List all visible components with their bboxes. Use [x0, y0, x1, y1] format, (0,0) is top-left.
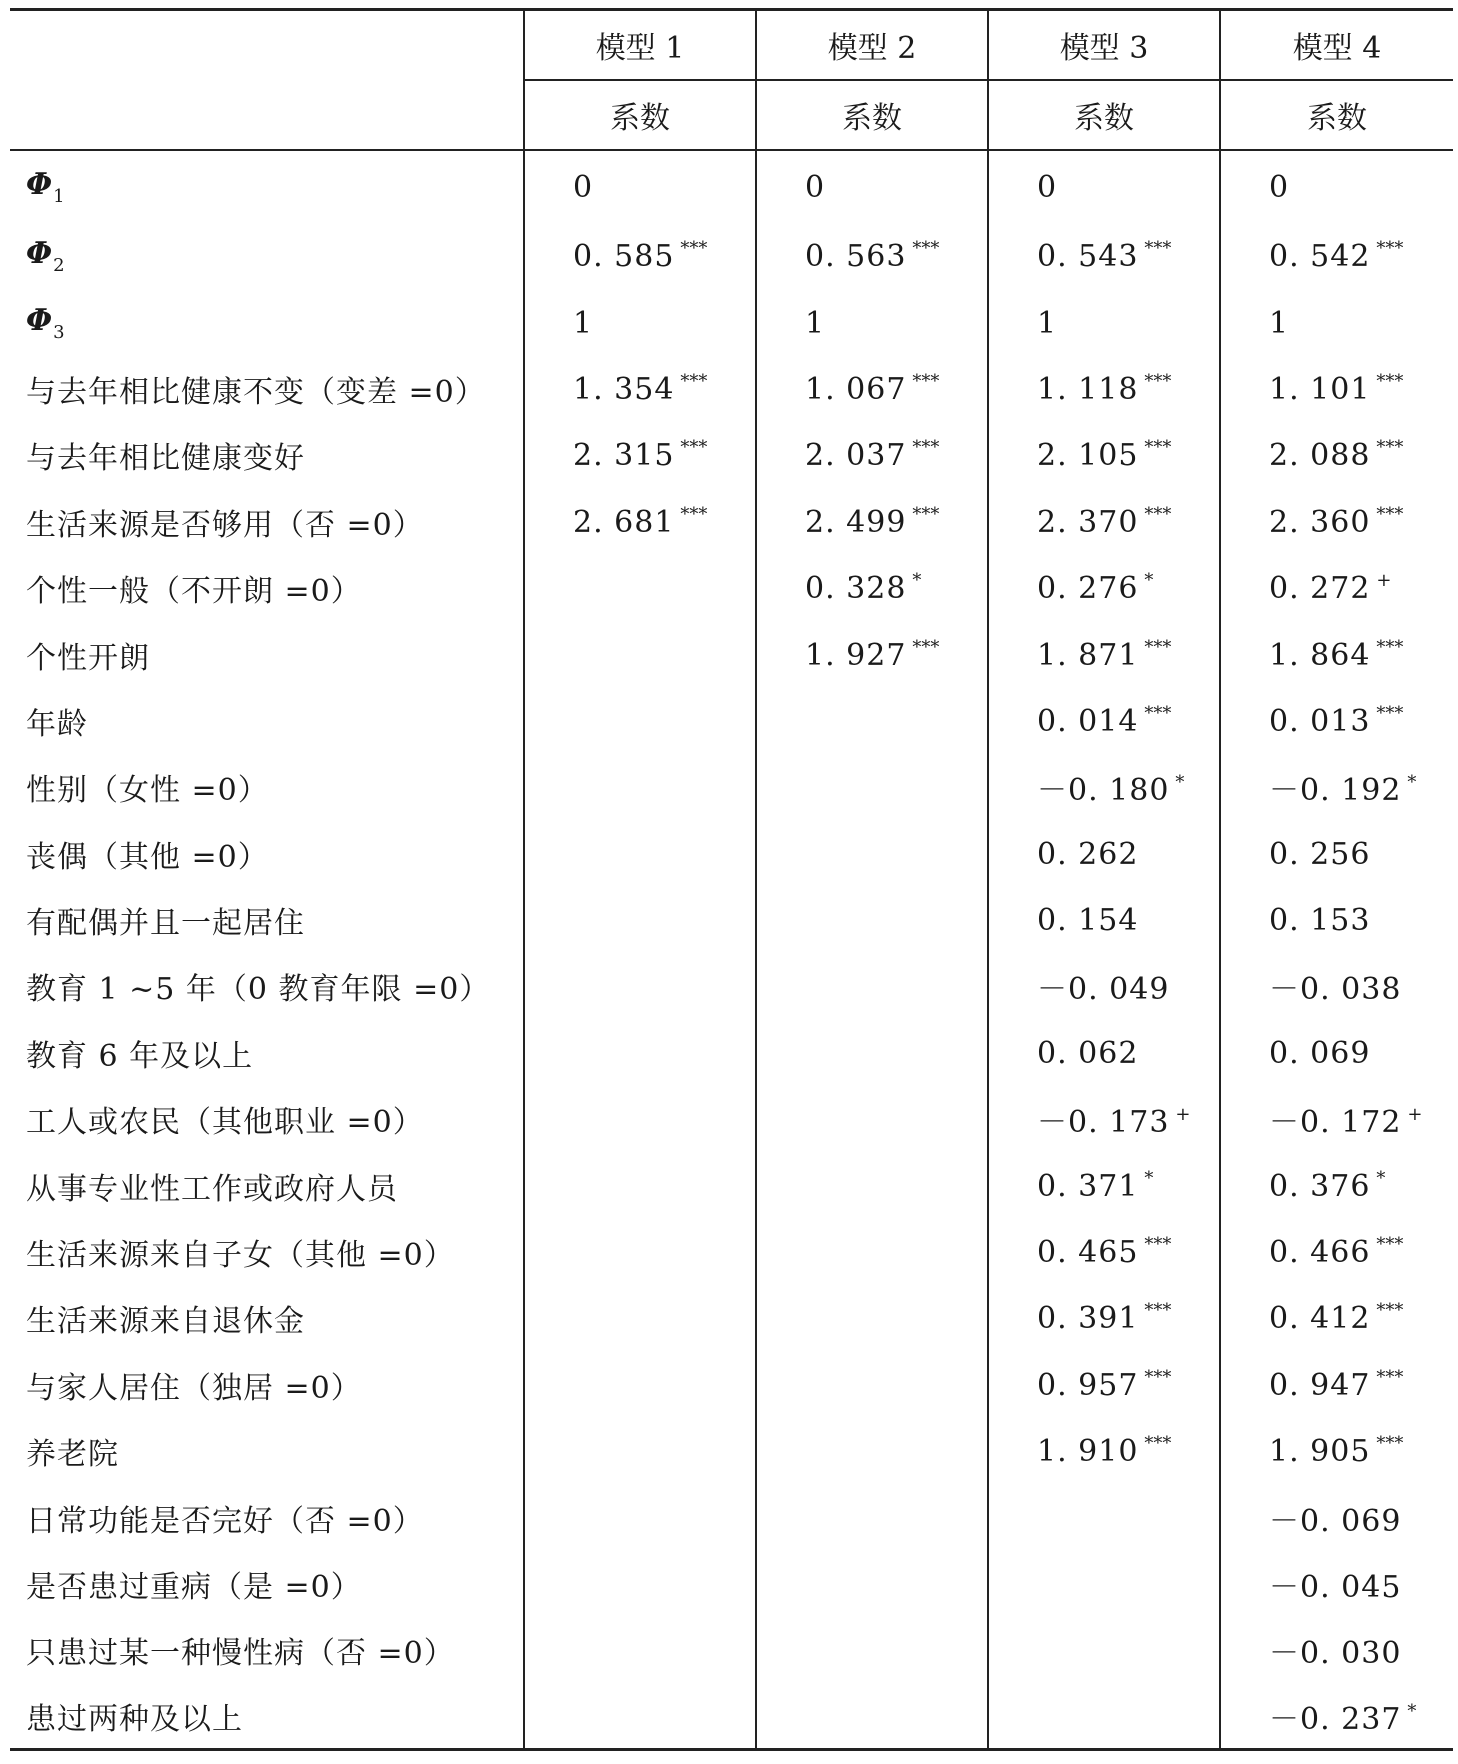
significance-marker: *: [1407, 772, 1417, 794]
coef-cell-model-2: [756, 555, 988, 621]
coef-value: －0. 173: [1037, 1105, 1170, 1141]
coef-cell-model-4: [1220, 1484, 1453, 1550]
coef-value: 0. 069: [1269, 1035, 1371, 1071]
coef-value: 0. 947: [1269, 1367, 1371, 1403]
coef-cell-model-4: [1220, 1152, 1453, 1218]
table-row: [10, 1152, 1453, 1218]
coef-cell-model-2: [756, 356, 988, 422]
coef-value: 0: [805, 170, 826, 205]
model-3-header: 模型 3: [988, 10, 1220, 81]
header-empty-cell: [10, 10, 524, 81]
table-row: [10, 1020, 1453, 1086]
header-empty-cell: [10, 80, 524, 150]
significance-marker: *: [912, 570, 922, 592]
significance-marker: ***: [680, 370, 708, 392]
coef-cell-model-4: [1220, 1617, 1453, 1683]
coef-value: 0. 276: [1037, 571, 1139, 607]
coef-cell-model-4: [1220, 1219, 1453, 1285]
coef-value: 0. 013: [1269, 703, 1371, 739]
row-label: 从事专业性工作或政府人员: [26, 1171, 398, 1207]
coef-cell-model-2: [756, 1352, 988, 1418]
coef-cell-model-3: [988, 1484, 1220, 1550]
table-row: [10, 555, 1453, 621]
coef-cell-model-3: [988, 1418, 1220, 1484]
coef-value: 0. 014: [1037, 703, 1139, 739]
coef-cell-model-4: [1220, 1086, 1453, 1152]
row-label: 生活来源来自退休金: [26, 1304, 305, 1340]
coef-cell-model-3: [988, 422, 1220, 488]
coef-cell-model-3: [988, 356, 1220, 422]
coef-value: 1. 871: [1037, 637, 1139, 673]
significance-marker: ***: [1376, 636, 1404, 658]
table-row: [10, 1219, 1453, 1285]
coef-value: 0. 466: [1269, 1235, 1371, 1271]
coef-cell-model-1: [524, 754, 756, 820]
coef-value: －0. 069: [1269, 1503, 1402, 1539]
significance-marker: +: [1175, 1104, 1191, 1126]
table-row: [10, 1418, 1453, 1484]
coef-value: 0. 256: [1269, 836, 1371, 872]
coef-cell-model-1: [524, 1551, 756, 1617]
coef-cell-model-4: [1220, 1285, 1453, 1351]
coef-value: 0. 543: [1037, 239, 1139, 275]
significance-marker: *: [1144, 570, 1154, 592]
coef-cell-model-1: [524, 1352, 756, 1418]
coef-value: 2. 499: [805, 504, 907, 540]
row-label: 性别（女性 =0）: [26, 773, 269, 809]
coef-cell-model-1: [524, 555, 756, 621]
coef-value: 1. 067: [805, 371, 907, 407]
row-label: 与家人居住（独居 =0）: [26, 1370, 362, 1406]
significance-marker: ***: [680, 238, 708, 260]
table-row: [10, 1086, 1453, 1152]
coef-cell-model-2: [756, 1418, 988, 1484]
coef-value: －0. 192: [1269, 773, 1402, 809]
coef-value: 0. 272: [1269, 571, 1371, 607]
significance-marker: +: [1407, 1104, 1423, 1126]
coef-cell-model-1: [524, 422, 756, 488]
significance-marker: ***: [1376, 437, 1404, 459]
coef-cell-model-2: [756, 1285, 988, 1351]
coef-value: 2. 037: [805, 438, 907, 474]
coef-cell-model-1: [524, 953, 756, 1019]
coef-value: 0. 542: [1269, 239, 1371, 275]
coef-value: 0. 957: [1037, 1367, 1139, 1403]
coef-cell-model-1: [524, 150, 756, 223]
coef-cell-model-1: [524, 1219, 756, 1285]
coef-cell-model-4: [1220, 754, 1453, 820]
coef-cell-model-3: [988, 1684, 1220, 1750]
row-label: 生活来源来自子女（其他 =0）: [26, 1238, 455, 1274]
coef-cell-model-2: [756, 953, 988, 1019]
coef-value: 2. 315: [573, 438, 675, 474]
coef-cell-model-3: [988, 621, 1220, 687]
table-row: [10, 621, 1453, 687]
coef-value: 2. 370: [1037, 504, 1139, 540]
coef-cell-model-2: [756, 887, 988, 953]
significance-marker: ***: [1144, 238, 1172, 260]
coef-cell-model-4: [1220, 887, 1453, 953]
coef-value: －0. 180: [1037, 773, 1170, 809]
row-label: [10, 289, 524, 355]
coef-header-4: 系数: [1220, 80, 1453, 150]
coef-cell-model-4: [1220, 1352, 1453, 1418]
row-label: 患过两种及以上: [10, 1684, 524, 1750]
coef-header-1: 系数: [524, 80, 756, 150]
significance-marker: ***: [1144, 437, 1172, 459]
coef-value: 1. 354: [573, 371, 675, 407]
row-label: 养老院: [26, 1437, 119, 1473]
significance-marker: +: [1376, 570, 1392, 592]
row-label: 丧偶（其他 =0）: [26, 839, 269, 875]
coef-cell-model-2: [756, 1684, 988, 1750]
coef-value: 0. 391: [1037, 1301, 1139, 1337]
coef-cell-model-2: [756, 1617, 988, 1683]
coef-header-2: 系数: [756, 80, 988, 150]
significance-marker: *: [1144, 1167, 1154, 1189]
coef-value: －0. 172: [1269, 1105, 1402, 1141]
coef-cell-model-4: [1220, 1020, 1453, 1086]
coef-cell-model-2: [756, 688, 988, 754]
coef-cell-model-1: [524, 1418, 756, 1484]
coef-cell-model-2: [756, 754, 988, 820]
coef-cell-model-3: [988, 953, 1220, 1019]
row-label: 是否患过重病（是 =0）: [26, 1570, 362, 1605]
coef-cell-model-2: [756, 422, 988, 488]
coef-cell-model-3: [988, 1020, 1220, 1086]
coef-cell-model-1: [524, 1020, 756, 1086]
coef-value: 0. 376: [1269, 1168, 1371, 1204]
significance-marker: ***: [1376, 238, 1404, 260]
coef-value: 1. 910: [1037, 1434, 1139, 1470]
coef-cell-model-4: [1220, 150, 1453, 223]
phi-symbol: Φ: [26, 236, 54, 272]
coef-cell-model-3: [988, 1551, 1220, 1617]
coef-cell-model-2: [756, 1086, 988, 1152]
significance-marker: *: [1407, 1700, 1417, 1722]
significance-marker: *: [1175, 772, 1185, 794]
significance-marker: ***: [680, 503, 708, 525]
coef-cell-model-3: [988, 1617, 1220, 1683]
significance-marker: ***: [1376, 1433, 1404, 1455]
coef-cell-model-4: [1220, 1551, 1453, 1617]
table-row: [10, 821, 1453, 887]
significance-marker: ***: [1144, 1433, 1172, 1455]
coef-value: 0. 465: [1037, 1235, 1139, 1271]
coef-cell-model-3: [988, 887, 1220, 953]
coef-cell-model-2: [756, 621, 988, 687]
coef-cell-model-2: [756, 289, 988, 355]
coef-cell-model-2: [756, 489, 988, 555]
coef-value: 0: [573, 170, 594, 205]
coef-value: －0. 038: [1269, 972, 1402, 1008]
coef-value: 1: [1269, 305, 1290, 341]
row-label: 教育 1 ~5 年（0 教育年限 =0）: [26, 972, 491, 1008]
coef-cell-model-3: [988, 150, 1220, 223]
coef-value: 1. 927: [805, 637, 907, 673]
significance-marker: ***: [1376, 1366, 1404, 1388]
coef-cell-model-4: [1220, 1684, 1453, 1750]
table-row: [10, 1617, 1453, 1683]
coef-value: 0. 154: [1037, 903, 1139, 939]
significance-marker: ***: [680, 437, 708, 459]
coef-cell-model-3: [988, 223, 1220, 289]
coef-cell-model-1: [524, 821, 756, 887]
coef-cell-model-4: [1220, 223, 1453, 289]
coef-value: 0: [1037, 170, 1058, 205]
coef-cell-model-3: [988, 1219, 1220, 1285]
coef-value: 2. 105: [1037, 438, 1139, 474]
model-4-header: 模型 4: [1220, 10, 1453, 81]
table-row: [10, 356, 1453, 422]
coef-cell-model-1: [524, 489, 756, 555]
row-label: 个性开朗: [26, 640, 150, 676]
coef-value: 0. 153: [1269, 903, 1371, 939]
row-label: [10, 223, 524, 289]
coef-value: －0. 237: [1269, 1701, 1402, 1737]
row-label: 个性一般（不开朗 =0）: [26, 574, 362, 610]
coef-cell-model-3: [988, 1152, 1220, 1218]
phi-subscript: 1: [53, 186, 66, 207]
coef-cell-model-4: [1220, 688, 1453, 754]
regression-table: [10, 8, 1453, 1751]
coef-cell-model-2: [756, 1484, 988, 1550]
coef-cell-model-3: [988, 289, 1220, 355]
coef-cell-model-2: [756, 1152, 988, 1218]
phi-subscript: 3: [53, 321, 66, 343]
coef-value: 0. 563: [805, 239, 907, 275]
row-label: 有配偶并且一起居住: [26, 906, 305, 942]
coef-cell-model-2: [756, 1551, 988, 1617]
coef-cell-model-4: [1220, 422, 1453, 488]
coef-value: －0. 049: [1037, 972, 1170, 1008]
phi-subscript: 2: [53, 255, 66, 277]
coef-cell-model-4: [1220, 489, 1453, 555]
coef-value: 1. 101: [1269, 371, 1371, 407]
significance-marker: ***: [912, 437, 940, 459]
table-row: [10, 1285, 1453, 1351]
coef-cell-model-3: [988, 1086, 1220, 1152]
table-row: [10, 223, 1453, 289]
coef-cell-model-3: [988, 1285, 1220, 1351]
coef-cell-model-2: [756, 1219, 988, 1285]
table-row: [10, 1484, 1453, 1550]
coef-cell-model-4: [1220, 821, 1453, 887]
significance-marker: ***: [912, 636, 940, 658]
coef-value: 0. 412: [1269, 1301, 1371, 1337]
coef-cell-model-4: [1220, 953, 1453, 1019]
coef-header-3: 系数: [988, 80, 1220, 150]
coef-value: －0. 030: [1269, 1636, 1402, 1672]
row-label: 与去年相比健康不变（变差 =0）: [26, 374, 486, 410]
table-row: [10, 754, 1453, 820]
coef-value: 1. 864: [1269, 637, 1371, 673]
coef-cell-model-4: [1220, 289, 1453, 355]
coef-value: 0. 371: [1037, 1168, 1139, 1204]
row-label: 与去年相比健康变好: [26, 441, 305, 477]
significance-marker: ***: [1376, 503, 1404, 525]
coef-cell-model-4: [1220, 1418, 1453, 1484]
significance-marker: ***: [1376, 702, 1404, 724]
table-row: [10, 1352, 1453, 1418]
coef-cell-model-3: [988, 688, 1220, 754]
coef-value: 1. 905: [1269, 1434, 1371, 1470]
table-row: [10, 150, 1453, 223]
coef-value: 0. 062: [1037, 1035, 1139, 1071]
coef-cell-model-1: [524, 1617, 756, 1683]
coef-value: 2. 681: [573, 504, 675, 540]
row-label: [10, 150, 524, 223]
row-label: 日常功能是否完好（否 =0）: [26, 1503, 424, 1539]
table-row: [10, 1684, 1453, 1750]
coef-value: 0. 262: [1037, 836, 1139, 872]
coef-cell-model-1: [524, 887, 756, 953]
row-label: 工人或农民（其他职业 =0）: [26, 1105, 424, 1141]
coef-cell-model-1: [524, 1684, 756, 1750]
coef-value: 1: [1037, 305, 1058, 341]
coef-cell-model-1: [524, 289, 756, 355]
table-row: [10, 1551, 1453, 1617]
coef-cell-model-1: [524, 1152, 756, 1218]
coef-cell-model-1: [524, 223, 756, 289]
significance-marker: ***: [1144, 370, 1172, 392]
significance-marker: ***: [1144, 1300, 1172, 1322]
coef-value: 1: [805, 305, 826, 341]
model-1-header: 模型 1: [524, 10, 756, 81]
coef-value: 0. 585: [573, 239, 675, 275]
coef-cell-model-3: [988, 754, 1220, 820]
significance-marker: ***: [1376, 1234, 1404, 1256]
significance-marker: ***: [1144, 503, 1172, 525]
significance-marker: ***: [912, 370, 940, 392]
coef-cell-model-2: [756, 150, 988, 223]
coef-value: 2. 360: [1269, 504, 1371, 540]
table-row: [10, 887, 1453, 953]
model-2-header: 模型 2: [756, 10, 988, 81]
table-row: [10, 688, 1453, 754]
coef-cell-model-1: [524, 1086, 756, 1152]
coef-value: 1. 118: [1037, 371, 1139, 407]
coef-cell-model-1: [524, 1285, 756, 1351]
row-label: 年龄: [26, 706, 88, 742]
coef-cell-model-1: [524, 356, 756, 422]
coef-cell-model-4: [1220, 621, 1453, 687]
table-row: [10, 953, 1453, 1019]
row-label: 教育 6 年及以上: [26, 1038, 254, 1074]
significance-marker: ***: [1144, 702, 1172, 724]
coef-value: 1: [573, 305, 594, 341]
coef-cell-model-1: [524, 1484, 756, 1550]
phi-symbol: Φ: [26, 167, 54, 202]
significance-marker: ***: [1144, 1234, 1172, 1256]
coef-cell-model-3: [988, 555, 1220, 621]
significance-marker: ***: [1144, 636, 1172, 658]
table-row: [10, 289, 1453, 355]
coef-value: 0: [1269, 170, 1290, 205]
row-label: 只患过某一种慢性病（否 =0）: [26, 1636, 455, 1672]
coef-value: －0. 045: [1269, 1570, 1402, 1605]
table-row: [10, 489, 1453, 555]
coef-value: 0. 328: [805, 571, 907, 607]
coef-cell-model-3: [988, 1352, 1220, 1418]
significance-marker: ***: [1144, 1366, 1172, 1388]
coef-cell-model-1: [524, 688, 756, 754]
significance-marker: *: [1376, 1167, 1386, 1189]
coef-cell-model-2: [756, 821, 988, 887]
coef-value: 2. 088: [1269, 438, 1371, 474]
significance-marker: ***: [912, 238, 940, 260]
phi-symbol: Φ: [26, 302, 54, 338]
significance-marker: ***: [912, 503, 940, 525]
table-row: [10, 422, 1453, 488]
significance-marker: ***: [1376, 1300, 1404, 1322]
significance-marker: ***: [1376, 370, 1404, 392]
table-header: [10, 10, 1453, 151]
coef-cell-model-2: [756, 1020, 988, 1086]
coef-cell-model-2: [756, 223, 988, 289]
table-body: [10, 150, 1453, 1749]
coef-cell-model-3: [988, 489, 1220, 555]
coef-cell-model-4: [1220, 555, 1453, 621]
coef-cell-model-3: [988, 821, 1220, 887]
row-label: 生活来源是否够用（否 =0）: [26, 507, 424, 543]
coef-cell-model-1: [524, 621, 756, 687]
coef-cell-model-4: [1220, 356, 1453, 422]
